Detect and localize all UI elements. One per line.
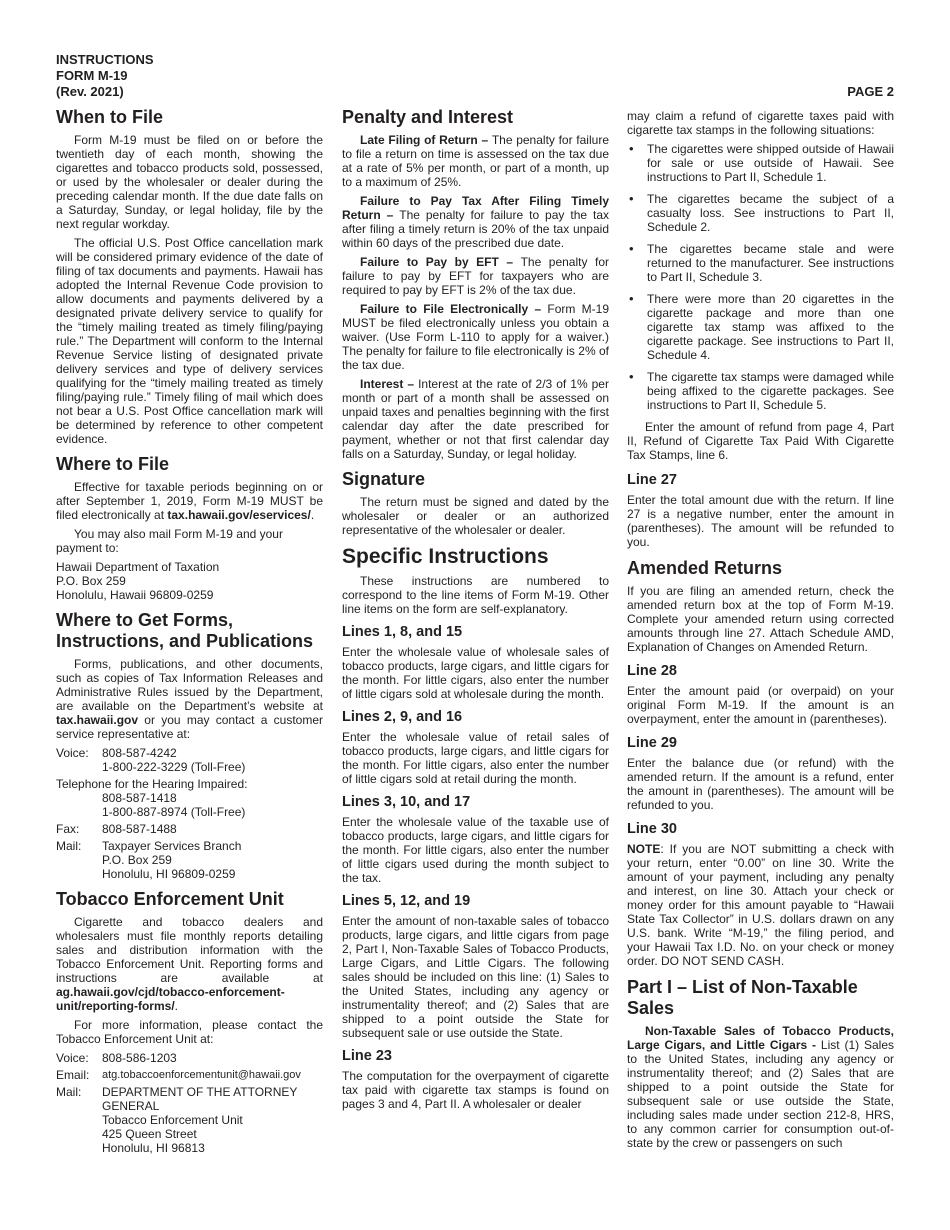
paragraph: Failure to Pay Tax After Filing Timely Return – The penalty for failure to pay the tax after filing a timely return is 20% of the tax unpaid within 60 days of the prescribed due date. [342,194,609,250]
section-specific-instructions [342,545,609,616]
section-line-23 [342,1048,609,1111]
contact-email: Email: atg.tobaccoenforcementunit@hawaii.gov [56,1068,323,1082]
heading-specific-instructions: Specific Instructions [342,545,549,568]
paragraph: Interest – Interest at the rate of 2/3 of 1% per month or part of a month shall be assessed on unpaid taxes and penalties beginning with the first calendar day after the date prescribed for payment, whether or not that first calendar day falls on a Saturday, Sunday, or legal holiday. [342,377,609,461]
paragraph: If you are filing an amended return, check the amended return box at the top of Form M-19. Complete your amended return using corrected amounts through line 27. Attach Schedule AMD, Explanation of Changes on Amended Return. [627,584,894,654]
list-item: • There were more than 20 cigarettes in the cigarette package and more than one cigarette tax stamp was affixed to the cigarette package. See instructions to Part II, Schedule 4. [627,292,894,362]
column-2 [342,107,609,1119]
paragraph: Forms, publications, and other documents, such as copies of Tax Information Releases and Administrative Rules issued by the Department, are available on the Department’s website at tax.hawaii.gov or you may contact a customer service representative at: [56,657,323,741]
header-form-number: FORM M-19 [56,68,128,83]
section-part-1 [627,977,894,1150]
paragraph: Late Filing of Return – The penalty for failure to file a return on time is assessed on the tax due at a rate of 5% per month, or part of a month, up to a maximum of 25%. [342,133,609,189]
heading-lines-5-12-19: Lines 5, 12, and 19 [342,893,471,909]
paragraph: Non-Taxable Sales of Tobacco Products, Large Cigars, and Little Cigars - List (1) Sales to the United States, including any agency or instrumentality thereof; and (2) Sales that are shipped to a point outside the State for subsequent sale or use outside the State, including sales made under section 212-8, HRS, to any common carrier for consumption out-of-state by the crew or passengers on such [627,1024,894,1150]
header-revision: (Rev. 2021) [56,84,124,99]
section-signature [342,469,609,537]
list-item: • The cigarettes became stale and were returned to the manufacturer. See instructions to Part II, Schedule 3. [627,242,894,284]
heading-signature: Signature [342,469,426,489]
paragraph: Enter the wholesale value of wholesale sales of tobacco products, large cigars, and little cigars for the month. For little cigars, also enter the number of little cigars sold at wholesale during the month. [342,645,609,701]
heading-when-to-file: When to File [56,107,163,127]
section-where-to-file [56,454,323,602]
paragraph: Failure to Pay by EFT – The penalty for failure to pay by EFT for taxpayers who are required to pay by EFT is 2% of the tax due. [342,255,610,297]
list-item: • The cigarettes became the subject of a casualty loss. See instructions to Part II, Schedule 2. [627,192,894,234]
paragraph: The official U.S. Post Office cancellation mark will be considered primary evidence of the date of filing of tax documents and payments. Hawaii has adopted the Internal Revenue Code provision to allow documents and payments delivered by a designated private delivery service to qualify for the “timely mailing treated as timely filing/paying rule.” The Department will conform to the Internal Revenue Service listing of designated private delivery services and type of delivery services qualifying for the “timely mailing treated as timely filing/paying rule.” Timely filing of mail which does not bear a U.S. Post Office cancellation mark will be determined by reference to other competent evidence. [56,236,323,446]
heading-line-27: Line 27 [627,472,677,488]
heading-lines-1-8-15: Lines 1, 8, and 15 [342,624,463,640]
paragraph: You may also mail Form M-19 and your payment to: [56,527,283,555]
paragraph: Enter the wholesale value of the taxable use of tobacco products, large cigars, and little cigars for the month. For little cigars, also enter the number of little cigars used during the month subject to the tax. [342,815,609,885]
section-lines-1-8-15 [342,624,609,701]
paragraph: Cigarette and tobacco dealers and wholesalers must file monthly reports detailing sales and distribution information with the Tobacco Enforcement Unit. Reporting forms and instructions are available at ag.hawaii.gov/cjd/tobacco-enforcement-unit/reporting-forms/. [56,915,323,1013]
refund-situations-list [627,142,894,412]
section-line-27 [627,472,894,549]
heading-line-23: Line 23 [342,1048,392,1064]
contact-voice: Voice: 808-587-4242 1-800-222-3229 (Toll-Free) [56,746,246,774]
contact-fax: Fax: 808-587-1488 [56,822,177,836]
section-amended-returns [627,558,894,654]
section-lines-3-10-17 [342,794,609,885]
heading-amended-returns: Amended Returns [627,558,783,578]
paragraph: Enter the total amount due with the return. If line 27 is a negative number, enter the amount in (parentheses). The amount will be refunded to you. [627,493,894,549]
heading-lines-3-10-17: Lines 3, 10, and 17 [342,794,471,810]
form-header [56,52,154,100]
contact-voice: Voice: 808-586-1203 [56,1051,177,1065]
heading-line-29: Line 29 [627,735,677,751]
paragraph: Enter the wholesale value of retail sales of tobacco products, large cigars, and little cigars for the month. For little cigars, also enter the number of little cigars sold at retail during the month. [342,730,609,786]
heading-penalty: Penalty and Interest [342,107,514,127]
column-3 [627,109,894,1159]
contact-mail: Mail: Taxpayer Services Branch P.O. Box 259 Honolulu, HI 96809-0259 [56,839,242,881]
heading-line-30: Line 30 [627,821,677,837]
paragraph: Failure to File Electronically – Form M-19 MUST be filed electronically unless you obtain a waiver. (Use Form L-110 to apply for a waiver.) The penalty for failure to file electronically is 2% of the tax due. [342,302,609,372]
paragraph: Form M-19 must be filed on or before the twentieth day of each month, showing the cigarettes and tobacco products sold, possessed, or used by the wholesaler or dealer during the preceding calendar month. If the due date falls on a Saturday, Sunday, or legal holiday, file by the next regular workday. [56,133,323,231]
eservices-link[interactable]: tax.hawaii.gov/eservices/ [167,508,311,522]
heading-lines-2-9-16: Lines 2, 9, and 16 [342,709,463,725]
paragraph: The return must be signed and dated by the wholesaler or dealer or an authorized representative of the wholesaler or dealer. [342,495,609,537]
heading-where-to-file: Where to File [56,454,170,474]
section-line-29 [627,735,894,812]
section-line-28 [627,663,894,726]
section-when-to-file [56,107,323,446]
paragraph: The computation for the overpayment of cigarette tax paid with cigarette tax stamps is found on pages 3 and 4, Part II. A wholesaler or dealer [342,1069,609,1111]
heading-tobacco-enforcement: Tobacco Enforcement Unit [56,889,284,909]
mailing-address: Hawaii Department of Taxation P.O. Box 259 Honolulu, Hawaii 96809-0259 [56,560,220,602]
page-number: PAGE 2 [847,84,894,99]
heading-where-to-get-forms: Where to Get Forms, Instructions, and Publications [56,610,314,651]
paragraph: Enter the amount of refund from page 4, Part II, Refund of Cigarette Tax Paid With Cigarette Tax Stamps, line 6. [627,420,894,462]
paragraph: Enter the amount paid (or overpaid) on your original Form M-19. If the amount is an overpayment, enter the amount in (parentheses). [627,684,894,726]
section-lines-5-12-19 [342,893,609,1040]
paragraph: For more information, please contact the Tobacco Enforcement Unit at: [56,1018,323,1046]
paragraph: may claim a refund of cigarette taxes paid with cigarette tax stamps in the following situations: [627,109,894,137]
heading-part-1: Part I – List of Non-Taxable Sales [627,977,858,1018]
list-item: • The cigarette tax stamps were damaged while being affixed to the cigarette packages. See instructions to Part II, Schedule 5. [627,370,894,412]
section-penalty [342,107,609,461]
column-1 [56,107,323,1163]
paragraph: NOTE: If you are NOT submitting a check with your return, enter “0.00” on line 30. Write the amount of your payment, including any penalty and interest, on line 30. Attach your check or money order for this amount payable to “Hawaii State Tax Collector” in U.S. dollars drawn on any U.S. bank. Write “M-19,” the filing period, and your Hawaii Tax I.D. No. on your check or money order. DO NOT SEND CASH. [627,842,894,968]
section-lines-2-9-16 [342,709,609,786]
contact-tty: Telephone for the Hearing Impaired: 808-587-1418 1-800-887-8974 (Toll-Free) [56,777,248,819]
paragraph: Enter the amount of non-taxable sales of tobacco products, large cigars, and little cigars from page 2, Part I, Non-Taxable Sales of Tobacco Products, Large Cigars, and Little Cigars. The following sales should be included on this line: (1) Sales to the United States, including any agency or instrumentality thereof; and (2) Sales that are shipped to a point outside the State for subsequent sale or use outside the State. [342,914,609,1040]
paragraph: These instructions are numbered to correspond to the line items of Form M-19. Other line items on the form are self-explanatory. [342,574,609,616]
paragraph: Enter the balance due (or refund) with the amended return. If the amount is a refund, enter the amount in (parentheses). The amount will be refunded to you. [627,756,894,812]
reporting-forms-link[interactable]: ag.hawaii.gov/cjd/tobacco-enforcement-unit/reporting-forms/ [56,985,285,1013]
header-instructions: INSTRUCTIONS [56,52,154,67]
email-link[interactable]: atg.tobaccoenforcementunit@hawaii.gov [102,1069,301,1081]
paragraph: Effective for taxable periods beginning on or after September 1, 2019, Form M-19 MUST be filed electronically at tax.hawaii.gov/eservices/. [56,480,323,522]
contact-mail: Mail: DEPARTMENT OF THE ATTORNEY GENERAL Tobacco Enforcement Unit 425 Queen Street Honolulu, HI 96813 [56,1085,298,1155]
list-item: • The cigarettes were shipped outside of Hawaii for sale or use outside of Hawaii. See instructions to Part II, Schedule 1. [627,142,894,184]
section-where-to-get-forms [56,610,323,881]
website-link[interactable]: tax.hawaii.gov [56,713,139,727]
section-tobacco-enforcement [56,889,323,1155]
section-line-30 [627,821,894,968]
heading-line-28: Line 28 [627,663,677,679]
